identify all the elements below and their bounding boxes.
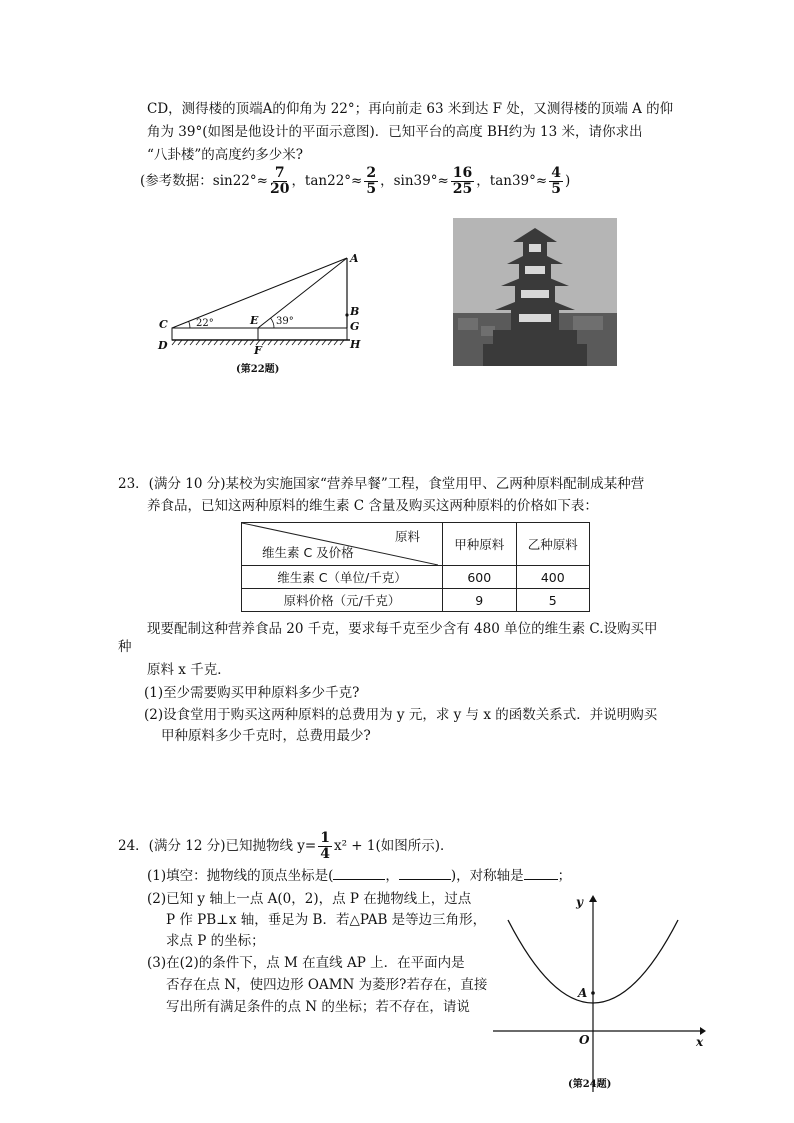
q22-line1: CD，测得楼的顶端A的仰角为 22°；再向前走 63 米到达 F 处，又测得楼的顶端 A 的仰 (147, 101, 674, 117)
col-header-yi: 乙种原料 (516, 523, 590, 566)
x-axis-arrow (700, 1027, 706, 1035)
angle-22-label: 22° (196, 318, 214, 329)
q23-line4: 种 (118, 639, 132, 655)
label-A: A (350, 252, 359, 265)
tan39-den: 5 (551, 180, 561, 197)
q22-geometry-figure (150, 248, 370, 378)
sin39-fraction (451, 166, 474, 197)
q23-part2a: (2)设食堂用于购买这两种原料的总费用为 y 元，求 y 与 x 的函数关系式．并说明购买 (144, 707, 658, 723)
label-C: C (159, 318, 168, 331)
q24-p2c: 求点 P 的坐标； (166, 933, 265, 949)
tan39-num: 4 (551, 164, 561, 181)
label-x: x (696, 1035, 704, 1049)
q24-p1c: )，对称轴是 (450, 868, 524, 884)
q24-intro (118, 826, 454, 866)
q23-part2b: 甲种原料多少千克时，总费用最少? (161, 728, 371, 744)
q24-intro-b: x² + 1(如图所示)． (333, 838, 454, 854)
q23-line5: 原料 x 千克． (147, 662, 231, 678)
tan39-label: ，tan39°≈ (476, 173, 548, 189)
answer-blank-1 (333, 867, 385, 880)
q24-p1b: ， (385, 868, 399, 884)
q24-p2a: (2)已知 y 轴上一点 A(0，2)，点 P 在抛物线上，过点 (147, 891, 472, 907)
row-value: 600 (443, 566, 517, 589)
y-axis-arrow (589, 895, 597, 902)
q23-part1: (1)至少需要购买甲种原料多少千克? (144, 685, 360, 701)
label-y: y (576, 895, 583, 909)
label-E: E (250, 314, 259, 327)
q24-parabola-figure (488, 890, 708, 1095)
table-header-diagonal (242, 523, 443, 566)
q24-caption: (第24题) (568, 1079, 612, 1090)
q23-line1: 23．(满分 10 分)某校为实施国家“营养早餐”工程，食堂用甲、乙两种原料配制成某种营 (118, 476, 645, 492)
tan22-label: ，tan22°≈ (291, 173, 363, 189)
q24-p3b: 否存在点 N，使四边形 OAMN 为菱形?若存在，直接 (166, 977, 488, 993)
row-label: 原料价格（元/千克） (242, 589, 443, 612)
q24-p2b: P 作 PB⊥x 轴，垂足为 B．若△PAB 是等边三角形， (166, 912, 487, 928)
nutrition-table (241, 522, 590, 612)
row-value: 5 (516, 589, 590, 612)
label-B: B (350, 305, 360, 318)
q24-p3a: (3)在(2)的条件下，点 M 在直线 AP 上．在平面内是 (147, 955, 465, 971)
tan22-den: 5 (366, 180, 377, 197)
sin22-fraction (270, 166, 289, 197)
angle-arc-22 (189, 321, 190, 328)
q23-line3: 现要配制这种营养食品 20 千克，要求每千克至少含有 480 单位的维生素 C.设购买甲 (147, 621, 658, 637)
q24-fraction (318, 831, 332, 862)
point-A (591, 991, 595, 995)
label-H: H (350, 338, 361, 351)
row-label: 维生素 C（单位/千克） (242, 566, 443, 589)
label-O: O (579, 1033, 590, 1047)
q22-line3: “八卦楼”的高度约多少米? (147, 147, 304, 163)
q24-frac-den: 4 (320, 845, 330, 862)
q23-line2: 养食品，已知这两种原料的维生素 C 含量及购买这两种原料的价格如下表： (147, 498, 598, 514)
tan22-num: 2 (366, 164, 377, 181)
label-D: D (158, 339, 168, 352)
q22-caption: (第22题) (236, 364, 280, 375)
answer-blank-3 (524, 867, 558, 880)
angle-39-label: 39° (276, 316, 294, 327)
label-G: G (350, 320, 360, 333)
header-bottom-label: 维生素 C 及价格 (262, 545, 354, 560)
answer-blank-2 (399, 867, 451, 880)
tower-illustration (453, 218, 617, 366)
col-header-jia: 甲种原料 (443, 523, 517, 566)
row-value: 400 (516, 566, 590, 589)
sin22-den: 20 (269, 180, 290, 197)
label-A: A (578, 986, 588, 1000)
sin39-num: 16 (452, 164, 473, 181)
q22-line2: 角为 39°(如图是他设计的平面示意图)．已知平台的高度 BH约为 13 米，请你求出 (147, 124, 643, 140)
ref-open: (参考数据：sin22°≈ (140, 173, 268, 189)
sin39-den: 25 (452, 180, 473, 197)
q24-intro-a: 24．(满分 12 分)已知抛物线 y= (118, 838, 317, 854)
sin22-num: 7 (274, 164, 285, 181)
row-value: 9 (443, 589, 517, 612)
tan39-fraction (549, 166, 563, 197)
sight-line-e (258, 258, 347, 328)
platform (172, 328, 347, 340)
header-top-label: 原料 (394, 529, 420, 544)
q24-p3c: 写出所有满足条件的点 N 的坐标；若不存在，请说 (166, 999, 470, 1015)
label-F: F (254, 344, 262, 357)
sin39-label: ，sin39°≈ (380, 173, 449, 189)
angle-arc-39 (271, 318, 274, 328)
q24-p1a: (1)填空：抛物线的顶点坐标是( (147, 868, 334, 884)
tan22-fraction (364, 166, 378, 197)
q24-part1 (147, 867, 571, 885)
q22-reference-data (140, 160, 570, 202)
table-row (242, 589, 590, 612)
ref-close: ) (564, 173, 571, 189)
q24-p1d: ； (557, 868, 572, 884)
tower-photo (453, 218, 617, 366)
table-row (242, 566, 590, 589)
q24-frac-num: 1 (320, 829, 330, 846)
